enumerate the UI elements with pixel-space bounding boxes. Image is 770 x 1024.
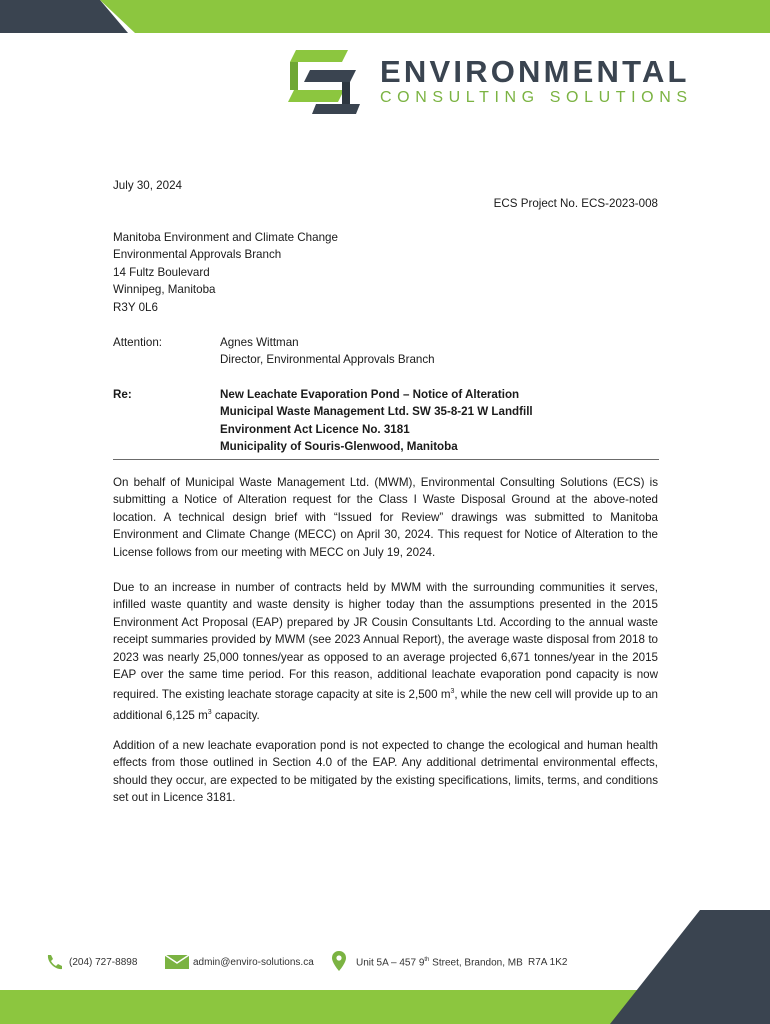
subject-divider [113, 459, 659, 460]
letter-date: July 30, 2024 [113, 179, 182, 192]
address-line-3: 14 Fultz Boulevard [113, 266, 210, 279]
footer-address-suffix: th [424, 957, 430, 963]
footer-email[interactable]: admin@enviro-solutions.ca [193, 957, 314, 968]
superscript-3: 3 [207, 708, 212, 716]
attention-name: Agnes Wittman [220, 336, 299, 349]
address-line-1: Manitoba Environment and Climate Change [113, 231, 338, 244]
footer-address-end: Street, Brandon, MB [429, 957, 523, 969]
paragraph-3: Addition of a new leachate evaporation pond is not expected to change the ecological and human health effects from those outlined in Section 4.0 of the EAP. Any additional detrimental environmental effects, should they occur, are expected to be mitigated by the existing specifications, limits, terms, and conditions set out in Licence 3181. [113, 739, 658, 805]
logo-subtitle: CONSULTING SOLUTIONS [380, 89, 693, 106]
ecs-logo-icon [286, 48, 361, 114]
project-number: ECS Project No. ECS-2023-008 [493, 197, 658, 210]
location-pin-icon [331, 951, 347, 971]
re-line-3: Environment Act Licence No. 3181 [220, 423, 410, 436]
re-line-4: Municipality of Souris-Glenwood, Manitoba [220, 440, 458, 453]
paragraph-2-main: Due to an increase in number of contracts held by MWM with the surrounding communities it serves, infilled waste quantity and waste density is higher today than the assumptions presented in the 2015 Environment Act Proposal (EAP) prepared by JR Cousin Consultants Ltd. According to the annual waste receipt summaries provided by MWM (see 2023 Annual Report), the average waste disposal from 2018 to 2023 was nearly 25,000 tonnes/year as opposed to an average projected 6,671 tonnes/year in the 2015 EAP over the same time period. For this reason, additional leachate evaporation pond capacity is now required. The existing leachate storage capacity at site is 2,500 m [113, 581, 658, 702]
footer-address [356, 957, 523, 968]
address-line-5: R3Y 0L6 [113, 301, 158, 314]
paragraph-2 [113, 579, 658, 724]
paragraph-2-mid: , while the new cell will provide up to an additional 6,125 m [113, 688, 658, 722]
top-green-banner [0, 0, 770, 40]
paragraph-2-end: capacity. [211, 708, 260, 722]
footer-phone: (204) 727-8898 [69, 957, 138, 968]
email-icon [164, 954, 190, 970]
address-line-2: Environmental Approvals Branch [113, 248, 282, 261]
superscript-3: 3 [450, 688, 455, 696]
logo-title: ENVIRONMENTAL [380, 54, 690, 89]
attention-title: Director, Environmental Approvals Branch [220, 353, 435, 366]
re-line-2: Municipal Waste Management Ltd. SW 35-8-21 W Landfill [220, 405, 533, 418]
attention-label: Attention: [113, 336, 162, 349]
footer-postal: R7A 1K2 [528, 957, 568, 968]
re-line-1: New Leachate Evaporation Pond – Notice of Alteration [220, 388, 520, 401]
re-label: Re: [113, 388, 132, 401]
paragraph-1: On behalf of Municipal Waste Management Ltd. (MWM), Environmental Consulting Solutions (ECS) is submitting a Notice of Alteration request for the Class I Waste Disposal Ground at the above-noted location. A technical design brief with “Issued for Review” drawings was submitted to Manitoba Environment and Climate Change (MECC) on April 30, 2024. This request for Notice of Alteration to the License follows from our meeting with MECC on July 19, 2024. [113, 476, 658, 559]
phone-icon [45, 954, 63, 970]
footer-address-start: Unit 5A – 457 9 [356, 957, 425, 969]
address-line-4: Winnipeg, Manitoba [113, 283, 216, 296]
